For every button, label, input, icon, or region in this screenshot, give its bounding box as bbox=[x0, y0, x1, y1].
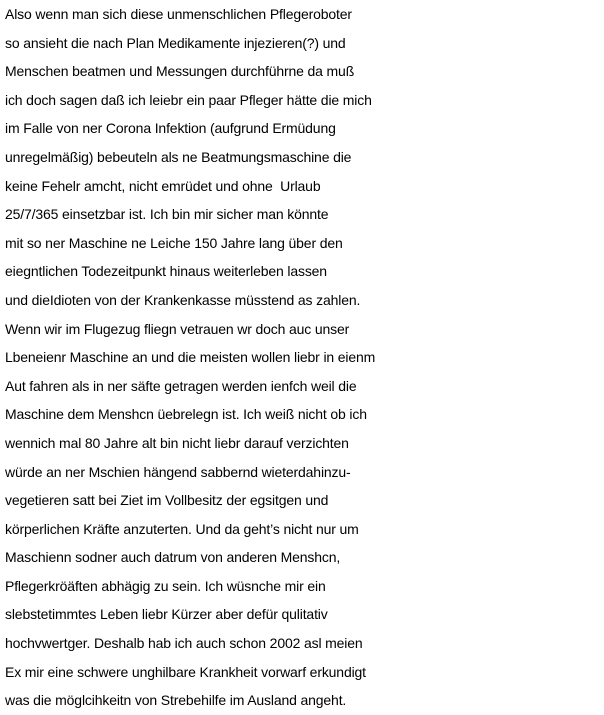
text-line-21: Pflegerkröäften abhägig zu sein. Ich wüsnche mir ein bbox=[5, 577, 326, 594]
text-line-24: Ex mir eine schwere unghilbare Krankheit vorwarf erkundigt bbox=[5, 663, 366, 680]
text-line-5: im Falle von ner Corona Infektion (aufgrund Ermüdung bbox=[5, 120, 336, 137]
text-line-4: ich doch sagen daß ich leiebr ein paar Pfleger hätte die mich bbox=[5, 91, 372, 108]
text-line-13: Lbeneienr Maschine an und die meisten wollen liebr in eienm bbox=[5, 349, 376, 366]
text-line-18: vegetieren satt bei Ziet im Vollbesitz der egsitgen und bbox=[5, 492, 329, 509]
text-line-6: unregelmäßig) bebeuteln als ne Beatmungsmaschine die bbox=[5, 148, 352, 165]
text-line-17: würde an ner Mschien hängend sabbernd wieterdahinzu- bbox=[5, 463, 351, 480]
text-line-1: Also wenn man sich diese unmenschlichen Pflegeroboter bbox=[5, 6, 352, 22]
text-line-10: eiegntlichen Todezeitpunkt hinaus weiterleben lassen bbox=[5, 263, 327, 280]
text-line-23: hochvwertger. Deshalb hab ich auch schon 2002 asl meien bbox=[5, 635, 363, 652]
text-line-15: Maschine dem Menshcn üebrelegn ist. Ich weiß nicht ob ich bbox=[5, 406, 367, 423]
text-line-25: was die möglcihkeitn von Strebehilfe im Ausland angeht. bbox=[5, 692, 347, 709]
text-line-7: keine Fehelr amcht, nicht emrüdet und ohne Urlaub bbox=[5, 177, 321, 194]
text-line-22: slebstetimmtes Leben liebr Kürzer aber defür qulitativ bbox=[5, 606, 328, 623]
text-line-20: Maschienn sodner auch datrum von anderen Menshcn, bbox=[5, 549, 341, 566]
text-line-16: wennich mal 80 Jahre alt bin nicht liebr darauf verzichten bbox=[5, 434, 349, 451]
text-line-11: und dieIdioten von der Krankenkasse müsstend as zahlen. bbox=[5, 291, 361, 308]
text-line-19: körperlichen Kräfte anzuterten. Und da geht’s nicht nur um bbox=[5, 520, 359, 537]
text-line-9: mit so ner Maschine ne Leiche 150 Jahre lang über den bbox=[5, 234, 343, 251]
text-line-14: Aut fahren als in ner säfte getragen werden ienfch weil die bbox=[5, 377, 357, 394]
text-line-2: so ansieht die nach Plan Medikamente injezieren(?) und bbox=[5, 34, 346, 51]
text-line-12: Wenn wir im Flugezug fliegn vetrauen wr doch auc unser bbox=[5, 320, 350, 337]
text-line-8: 25/7/365 einsetzbar ist. Ich bin mir sicher man könnte bbox=[5, 206, 329, 223]
text-line-3: Menschen beatmen und Messungen durchführne da muß bbox=[5, 63, 355, 80]
